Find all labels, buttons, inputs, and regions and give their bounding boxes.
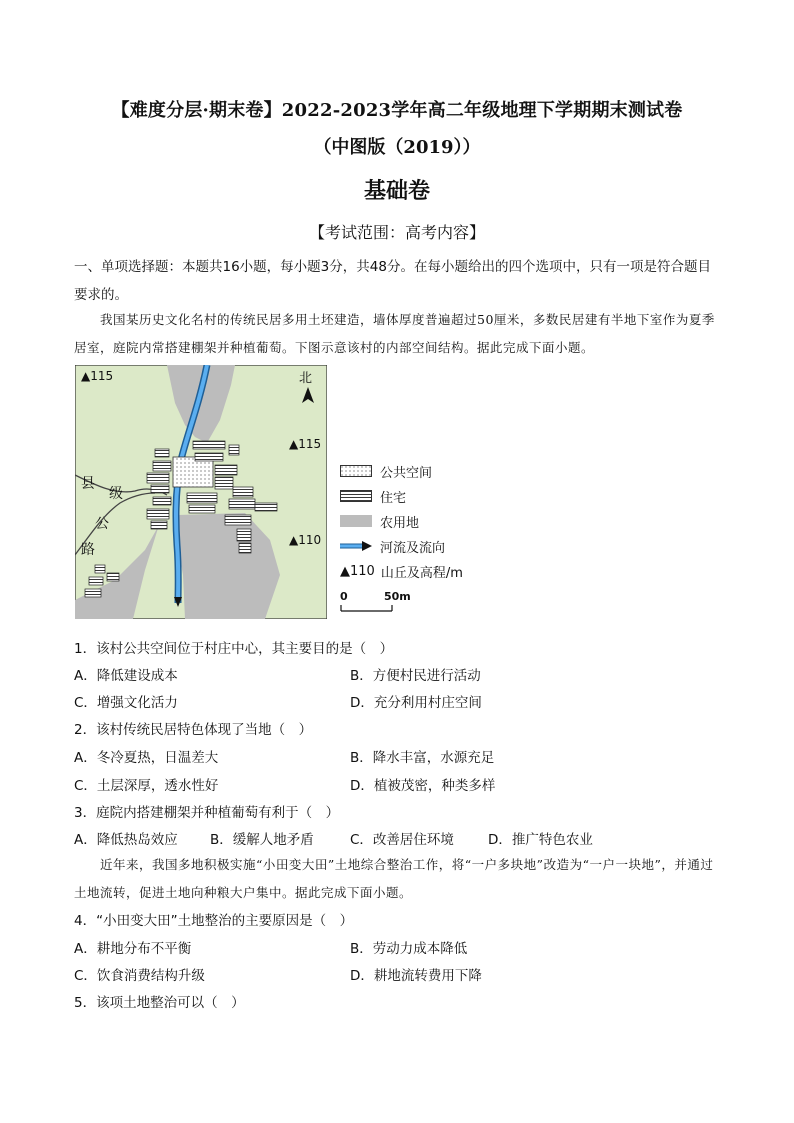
scale-length: 50m <box>384 590 411 603</box>
legend-hill <box>340 562 463 580</box>
legend-farmland-label: 农用地 <box>380 515 420 531</box>
question-3: 3．庭院内搭建棚架并种植葡萄有利于（ ） <box>74 805 340 821</box>
exam-edition: （中图版（2019）） <box>313 137 481 158</box>
north-label: 北 <box>299 371 313 386</box>
legend-farmland <box>340 512 419 530</box>
question-1: 1．该村公共空间位于村庄中心，其主要目的是（ ） <box>74 641 394 657</box>
road-label-4: 路 <box>81 542 95 558</box>
section-instructions: 一、单项选择题：本题共16小题，每小题3分，共48分。在每小题给出的四个选项中，只有一项是符合题目要求的。 <box>74 259 711 303</box>
q1-option-a[interactable]: A．降低建设成本 <box>74 668 178 684</box>
elevation-east-110: ▲110 <box>289 533 322 547</box>
q3-option-d[interactable]: D．推广特色农业 <box>488 832 593 848</box>
legend-river <box>340 537 445 555</box>
elevation-east-115: ▲115 <box>289 437 322 451</box>
exam-level: 基础卷 <box>363 178 430 204</box>
q2-option-a[interactable]: A．冬冷夏热，日温差大 <box>74 750 219 766</box>
q3-option-c[interactable]: C．改善居住环境 <box>350 832 454 848</box>
legend-hill-label: 山丘及高程/m <box>380 565 463 581</box>
legend-housing <box>340 487 406 505</box>
q2-option-b[interactable]: B．降水丰富，水源充足 <box>350 750 495 766</box>
question-4: 4．“小田变大田”土地整治的主要原因是（ ） <box>74 913 354 929</box>
q4-option-b[interactable]: B．劳动力成本降低 <box>350 941 468 957</box>
q2-option-d[interactable]: D．植被茂密，种类多样 <box>350 778 496 794</box>
elevation-nw: ▲115 <box>81 369 114 383</box>
legend-river-label: 河流及流向 <box>380 540 446 556</box>
question-5: 5．该项土地整治可以（ ） <box>74 995 245 1011</box>
q4-option-d[interactable]: D．耕地流转费用下降 <box>350 968 482 984</box>
passage-1: 我国某历史文化名村的传统民居多用土坯建造，墙体厚度普遍超过50厘米，多数民居建有半地下室作为夏季居室，庭院内常搭建棚架并种植葡萄。下图示意该村的内部空间结构。据此完成下面小题。 <box>74 312 715 355</box>
question-2: 2．该村传统民居特色体现了当地（ ） <box>74 722 313 738</box>
exam-title: 【难度分层·期末卷】2022-2023学年高二年级地理下学期期末测试卷 <box>111 100 683 121</box>
exam-scope: 【考试范围：高考内容】 <box>308 223 485 242</box>
road-label-3: 公 <box>95 516 109 532</box>
q3-option-a[interactable]: A．降低热岛效应 <box>74 832 178 848</box>
q4-option-c[interactable]: C．饮食消费结构升级 <box>74 968 205 984</box>
legend-public-label: 公共空间 <box>380 465 433 481</box>
legend-hill-symbol: ▲110 <box>340 563 375 579</box>
q4-option-a[interactable]: A．耕地分布不平衡 <box>74 941 192 957</box>
road-label-1: 县 <box>81 476 95 492</box>
passage-2: 近年来，我国多地积极实施“小田变大田”土地综合整治工作，将“一户多块地”改造为“一户一块地”，并通过土地流转，促进土地向种粮大户集中。据此完成下面小题。 <box>74 857 714 900</box>
q1-option-b[interactable]: B．方便村民进行活动 <box>350 668 481 684</box>
public-space <box>173 457 213 487</box>
q3-option-b[interactable]: B．缓解人地矛盾 <box>210 832 314 848</box>
q1-option-d[interactable]: D．充分利用村庄空间 <box>350 695 482 711</box>
q2-option-c[interactable]: C．土层深厚，透水性好 <box>74 778 219 794</box>
road-label-2: 级 <box>109 486 123 502</box>
legend-housing-label: 住宅 <box>380 490 407 506</box>
q1-option-c[interactable]: C．增强文化活力 <box>74 695 178 711</box>
village-map <box>75 365 327 619</box>
legend-public <box>340 462 432 480</box>
scale-zero: 0 <box>340 590 348 603</box>
